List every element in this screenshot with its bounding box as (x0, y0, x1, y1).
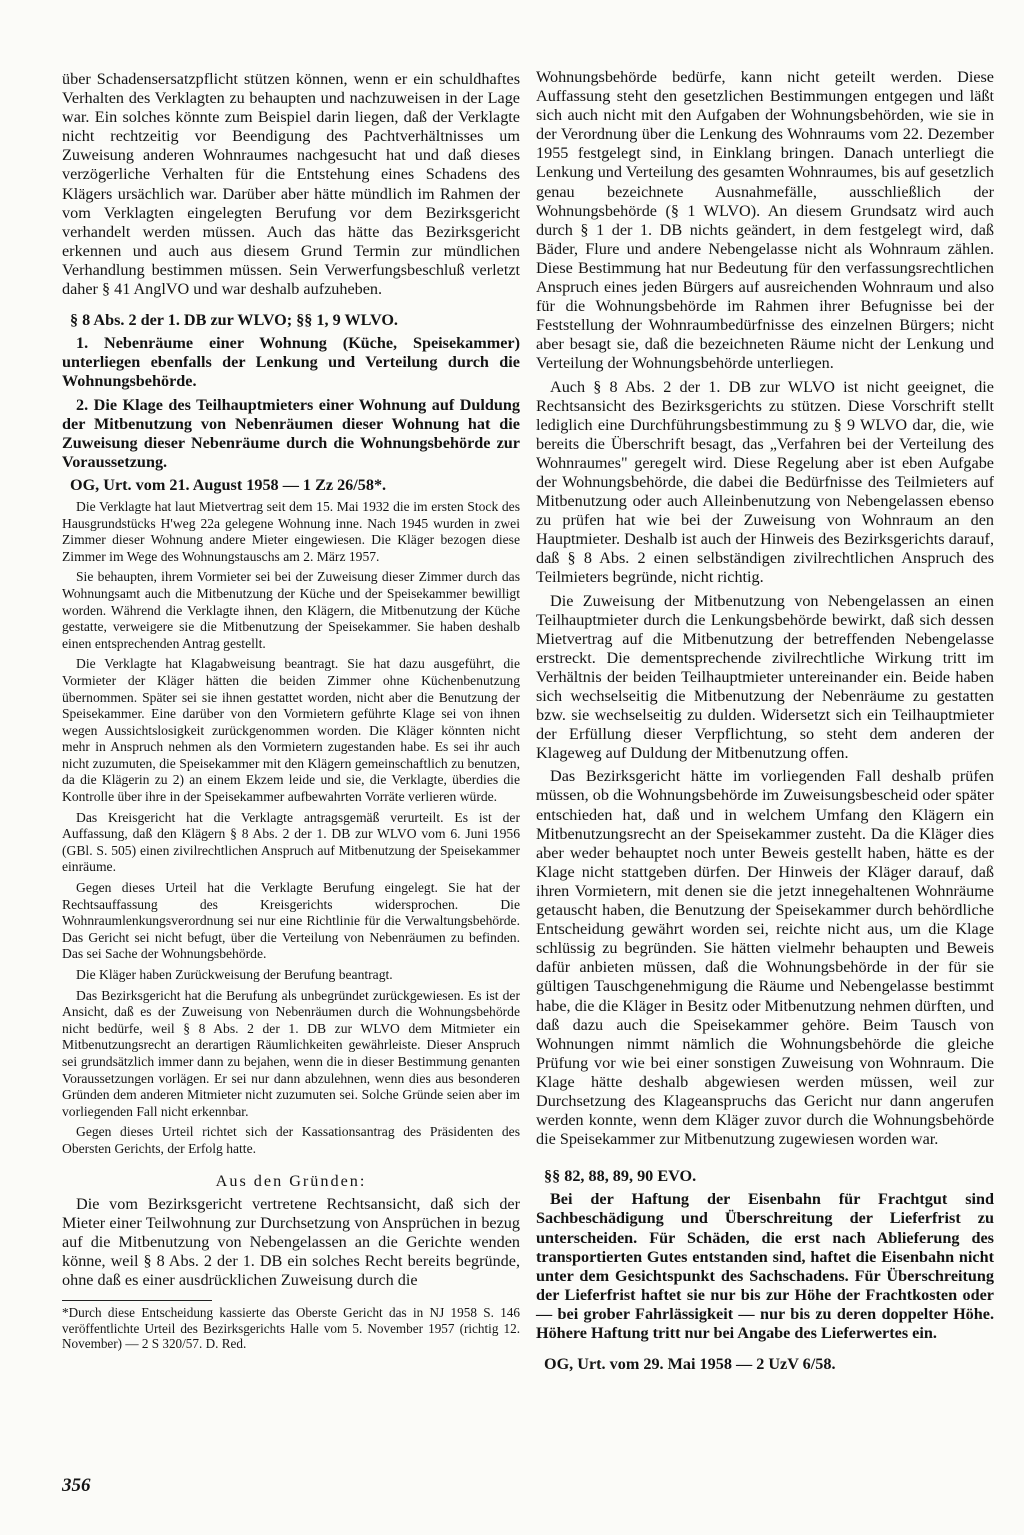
body-paragraph: über Schadensersatzpflicht stützen können, wenn er ein schuldhaftes Verhalten des Verklagten zu behaupten und nachzuweisen in der Lage war. Ein solches könnte zum Beispiel darin liegen, daß der Verklagte nicht rechtzeitig vor Beendigung des Pachtverhältnisses um Zuweisung anderen Wohnraumes nachgesucht hat und daß dieses verzögerliche Verhalten für die Entstehung eines Schadens des Klägers ursächlich war. Darüber aber hätte mündlich im Rahmen der vom Verklagten eingelegten Berufung vor dem Bezirksgericht verhandelt werden müssen. Auch das hätte das Bezirksgericht erkennen und auch aus diesem Grund Termin zur mündlichen Verhandlung bestimmen müssen. Sein Verwerfungsbeschluß verletzt daher § 41 AnglVO und war deshalb aufzuheben. (62, 70, 520, 299)
page-number: 356 (62, 1475, 91, 1496)
facts-paragraph: Das Bezirksgericht hat die Berufung als unbegründet zurückgewiesen. Es ist der Ansicht, daß es der Zuweisung von Nebenräumen durch die Wohnungsbehörde nicht bedürfe, weil § 8 Abs. 2 der 1. DB zur WLVO dem Mitmieter ein Mitbenutzungsrecht an derartigen Räumlichkeiten gewährleiste. Dieser Anspruch sei grundsätzlich immer dann zu bejahen, wenn die in dieser Bestimmung genanten Voraussetzungen vorlägen. Er sei nur dann abzulehnen, wenn dies aus besonderen Gründen dem anderen Mitmieter nicht zuzumuten sei. Solche Gründe seien aber im vorliegenden Fall nicht erkennbar. (62, 987, 520, 1119)
body-paragraph: Die Zuweisung der Mitbenutzung von Nebengelassen an einen Teilhauptmieter durch die Lenkungsbehörde bewirkt, daß sich dessen Mietvertrag auf die Mitbenutzung der betreffenden Nebengelasse erstreckt. Die dementsprechende zivilrechtliche Wirkung tritt im Verhältnis der beiden Teilhauptmieter untereinander ein. Beide haben sich wechselseitig die Mitbenutzung der Nebenräume zu gestatten bzw. sie wechselseitig zu dulden. Widersetzt sich ein Teilhauptmieter der Erfüllung dieser Verpflichtung, so steht dem anderen der Klageweg auf Duldung der Mitbenutzung offen. (536, 591, 994, 763)
footnote-divider (62, 1300, 212, 1301)
body-paragraph: Das Bezirksgericht hätte im vorliegenden Fall deshalb prüfen müssen, ob die Wohnungsbehörde im Zuweisungsbescheid oder später entschieden hat, daß und in welchem Umfang den Klägern ein Mitbenutzungsrecht an der Speisekammer zusteht. Da die Kläger dies aber weder behauptet noch unter Beweis gestellt haben, hätte es der Klage nicht stattgeben dürfen. Der Hinweis der Kläger darauf, daß ihren Vormietern, mit denen sie die jetzt innegehaltenen Wohnräume getauscht haben, die Benutzung der Speisekammer durch behördliche Entscheidung gewährt worden sei, reichte nicht aus, um die Klage schlüssig zu begründen. Sie hätten vielmehr behaupten und Beweis dafür anbieten müssen, daß die Wohnungsbehörde in der für sie gültigen Tauschgenehmigung die Räume und Nebengelasse bestimmt habe, die die Kläger in Besitz oder Mitbenutzung nehmen dürften, und daß dazu auch die Speisekammer gehöre. Beim Tausch von Wohnungen nimmt nämlich die Wohnungsbehörde die gleiche Prüfung vor wie bei einer sonstigen Zuweisung von Wohnraum. Die Klage hätte deshalb abgewiesen werden müssen, weil zur Durchsetzung des Klageanspruchs das Gericht nur dann angerufen werden konnte, wenn dem Kläger zuvor durch die Wohnungsbehörde die Speisekammer zur Mitbenutzung zugewiesen worden war. (536, 767, 994, 1149)
facts-paragraph: Sie behaupten, ihrem Vormieter sei bei der Zuweisung dieser Zimmer durch das Wohnungsamt auch die Mitbenutzung der Küche und der Speisekammer bewilligt worden. Während die Verklagte ihnen, den Klägern, die Mitbenutzung der Küche gestatte, verweigere sie die Mitbenutzung der Speisekammer. Sie haben deshalb einen entsprechenden Antrag gestellt. (62, 569, 520, 651)
footnote: *Durch diese Entscheidung kassierte das Oberste Gericht das in NJ 1958 S. 146 veröffentlichte Urteil des Bezirksgerichts Halle vom 5. November 1957 (richtig 12. November) — 2 S 320/57. D. Red. (62, 1305, 520, 1352)
facts-paragraph: Gegen dieses Urteil hat die Verklagte Berufung eingelegt. Sie hat der Rechtsauffassung des Kreisgerichts widersprochen. Die Wohnraumlenkungsverordnung sei nur eine Richtlinie für die Verwaltungsbehörde. Das Gericht sei nicht befugt, über die Verteilung von Nebenräumen zu befinden. Das sei Sache der Wohnungsbehörde. (62, 880, 520, 962)
right-column (536, 68, 994, 1374)
facts-paragraph: Die Verklagte hat laut Mietvertrag seit dem 15. Mai 1932 die im ersten Stock des Hausgrundstücks H'weg 22a gelegene Wohnung inne. Nach 1945 wurden in zwei Zimmer dieser Wohnung andere Mieter eingewiesen. Die Kläger bezogen diese Zimmer im Wege des Wohnungstauschs am 2. März 1957. (62, 498, 520, 564)
headnote: Bei der Haftung der Eisenbahn für Frachtgut sind Sachbeschädigung und Überschreitung der Lieferfrist zu unterscheiden. Für Schäden, die erst nach Ablieferung des transportierten Gutes entstanden sind, haftet die Eisenbahn nicht unter dem Gesichtspunkt des Sachschadens. Für Überschreitung der Lieferfrist haftet sie nur bis zur Höhe der Frachtkosten oder — bei grober Fahrlässigkeit — nur bis zu deren doppelter Höhe. Höhere Haftung tritt nur bei Angabe des Lieferwertes ein. (536, 1190, 994, 1342)
facts-paragraph: Die Kläger haben Zurückweisung der Berufung beantragt. (76, 967, 393, 982)
headnote-1: 1. Nebenräume einer Wohnung (Küche, Speisekammer) unterliegen ebenfalls der Lenkung und Verteilung durch die Wohnungsbehörde. (62, 334, 520, 391)
body-paragraph: Auch § 8 Abs. 2 der 1. DB zur WLVO ist nicht geeignet, die Rechtsansicht des Bezirksgerichts zu stützen. Diese Vorschrift stellt lediglich eine Durchführungsbestimmung zu § 9 WLVO dar, die, wie bereits die Überschrift besagt, das „Verfahren bei der Verteilung des Wohnraumes" geregelt wird. Diese Regelung aber ist eben Aufgabe der Wohnungsbehörde, die dabei die Bedürfnisse des Teilmieters auf Mitbenutzung oder auch Alleinbenutzung von Nebengelassen ebenso zu prüfen hat wie bei der Zuweisung von Wohnraum an den Hauptmieter. Deshalb ist auch der Hinweis des Bezirksgerichts darauf, daß § 8 Abs. 2 einen selbständigen zivilrechtlichen Anspruch des Teilmieters begründe, nicht richtig. (536, 377, 994, 587)
grounds-heading: Aus den Gründen: (215, 1171, 367, 1190)
body-paragraph: Die vom Bezirksgericht vertretene Rechtsansicht, daß sich der Mieter einer Teilwohnung zur Durchsetzung von Ansprüchen in bezug auf die Mitbenutzung von Nebengelassen an die Gerichte wenden könne, weil § 8 Abs. 2 der 1. DB ein solches Recht bereits begründe, ohne daß es einer ausdrücklichen Zuweisung durch die (62, 1194, 520, 1289)
case-citation: OG, Urt. vom 29. Mai 1958 — 2 UzV 6/58. (544, 1355, 836, 1374)
section-heading: § 8 Abs. 2 der 1. DB zur WLVO; §§ 1, 9 WLVO. (70, 311, 398, 330)
case-citation: OG, Urt. vom 21. August 1958 — 1 Zz 26/58*. (70, 475, 387, 494)
facts-paragraph: Gegen dieses Urteil richtet sich der Kassationsantrag des Präsidenten des Obersten Gerichts, der Erfolg hatte. (62, 1124, 520, 1156)
body-paragraph: Wohnungsbehörde bedürfe, kann nicht geteilt werden. Diese Auffassung steht den gesetzlichen Bestimmungen entgegen und läßt sich auch nicht mit den Aufgaben der Wohnungsbehörden, wie sie in der Verordnung über die Lenkung des Wohnraums vom 22. Dezember 1955 festgelegt sind, in Einklang bringen. Danach unterliegt die Lenkung und Verteilung des gesamten Wohnraumes, bis auf gesetzlich genau bezeichnete Ausnahmefälle, ausschließlich der Wohnungsbehörde (§ 1 WLVO). An diesem Grundsatz wird auch durch § 1 der 1. DB nichts geändert, in dem festgelegt wird, daß Bäder, Flure und andere Nebengelasse nicht als Wohnraum zählen. Diese Bestimmung hat nur Bedeutung für den verfassungsrechtlichen Anspruch eines jeden Bürgers auf ausreichenden Wohnraum und also für die Wohnungsbehörde im Rahmen ihrer Befugnisse bei der Feststellung der Wohnraumbedürfnisse des einzelnen Bürgers; nicht aber besagt sie, daß die bezeichneten Räume nicht der Lenkung und Verteilung der Wohnungsbehörde unterliegen. (536, 68, 994, 373)
section-heading: §§ 82, 88, 89, 90 EVO. (544, 1167, 697, 1186)
facts-paragraph: Die Verklagte hat Klagabweisung beantragt. Sie hat dazu ausgeführt, die Vormieter der Kläger hätten die beiden Zimmer ohne Küchenbenutzung übernommen. Später sei sie ihnen gestattet worden, nicht aber die Benutzung der Speisekammer. Eine darüber von den Vormietern geführte Klage sei von ihnen wegen Aussichtslosigkeit zurückgenommen worden. Die Kläger könnten nicht mehr in Anspruch nehmen als den Vormietern zugestanden habe. Es sei ihr auch nicht zuzumuten, die Speisekammer mit den Klägern gemeinschaftlich zu benutzen, da die Klägerin zu 2) an einem Ekzem leide und sie, die Verklagte, überdies die Kontrolle über ihre in der Speisekammer aufbewahrten Vorräte verlieren würde. (62, 656, 520, 805)
headnote-2: 2. Die Klage des Teilhauptmieters einer Wohnung auf Duldung der Mitbenutzung von Nebenräumen dieser Wohnung hat die Zuweisung dieser Nebenräume durch die Wohnungsbehörde zur Voraussetzung. (62, 395, 520, 471)
facts-paragraph: Das Kreisgericht hat die Verklagte antragsgemäß verurteilt. Es ist der Auffassung, daß den Klägern § 8 Abs. 2 der 1. DB zur WLVO vom 6. Juni 1956 (GBl. S. 505) einen zivilrechtlichen Anspruch auf Mitbenutzung der Speisekammer einräume. (62, 809, 520, 875)
left-column (62, 70, 520, 1352)
